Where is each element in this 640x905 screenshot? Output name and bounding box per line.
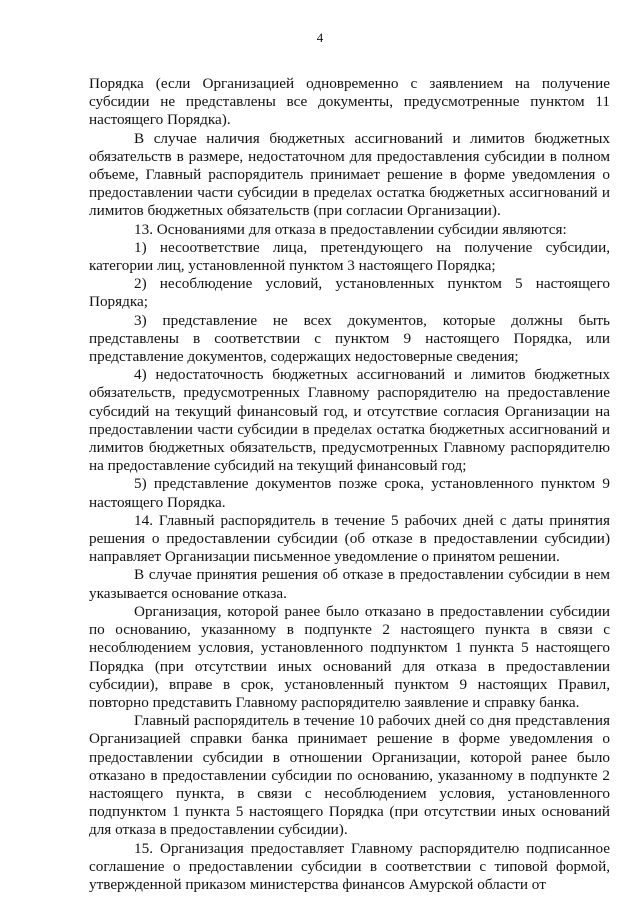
paragraph: 14. Главный распорядитель в течение 5 рабочих дней с даты принятия решения о предоставлении субсидии (об отказе в предоставлении субсидии) направляет Организации письменное уведомление о принятом решении. xyxy=(89,511,610,566)
list-item: 5) представление документов позже срока, установленного пунктом 9 настоящего Порядка. xyxy=(89,475,610,511)
paragraph: Организация, которой ранее было отказано в предоставлении субсидии по основанию, указанному в подпункте 2 настоящего пункта в связи с несоблюдением условия, установленного подпунктом 1 пункта 5 настоящего Порядка (при отсутствии иных оснований для отказа в предоставлении субсидии), вправе в срок, установленный пунктом 9 настоящих Правил, повторно представить Главному распорядителю заявление и справку банка. xyxy=(89,602,610,711)
paragraph: В случае принятия решения об отказе в предоставлении субсидии в нем указывается основание отказа. xyxy=(89,566,610,602)
document-body xyxy=(89,75,610,894)
paragraph: Главный распорядитель в течение 10 рабочих дней со дня представления Организацией справки банка принимает решение в форме уведомления о предоставлении субсидии в отношении Организации, которой ранее было отказано в предоставлении субсидии по основанию, указанному в подпункте 2 настоящего пункта, в связи с несоблюдением условия, установленного подпунктом 1 пункта 5 настоящего Порядка (при отсутствии иных оснований для отказа в предоставлении субсидии). xyxy=(89,712,610,839)
paragraph: 15. Организация предоставляет Главному распорядителю подписанное соглашение о предоставлении субсидии в соответствии с типовой формой, утвержденной приказом министерства финансов Амурской области от xyxy=(89,839,610,893)
list-item: 2) несоблюдение условий, установленных пунктом 5 настоящего Порядка; xyxy=(89,275,610,311)
list-item: 4) недостаточность бюджетных ассигнований и лимитов бюджетных обязательств, предусмотренных Главному распорядителю на предоставление субсидий на текущий финансовый год, и отсутствие согласия Организации на предоставлении части субсидии в пределах остатка бюджетных ассигнований и лимитов бюджетных обязательств, предусмотренных Главному распорядителю на предоставление субсидий на текущий финансовый год; xyxy=(89,366,610,475)
paragraph: В случае наличия бюджетных ассигнований и лимитов бюджетных обязательств в размере, недостаточном для предоставления субсидии в полном объеме, Главный распорядитель принимает решение в форме уведомления о предоставлении части субсидии в пределах остатка бюджетных ассигнований и лимитов бюджетных обязательств (при согласии Организации). xyxy=(89,129,610,220)
paragraph: 13. Основаниями для отказа в предоставлении субсидии являются: xyxy=(134,220,567,238)
list-item: 3) представление не всех документов, которые должны быть представлены в соответствии с пунктом 9 настоящего Порядка, или представление документов, содержащих недостоверные сведения; xyxy=(89,311,610,366)
list-item: 1) несоответствие лица, претендующего на получение субсидии, категории лиц, установленной пунктом 3 настоящего Порядка; xyxy=(89,238,610,275)
paragraph: Порядка (если Организацией одновременно с заявлением на получение субсидии не представлены все документы, предусмотренные пунктом 11 настоящего Порядка). xyxy=(89,75,610,129)
page-number: 4 xyxy=(316,30,324,45)
